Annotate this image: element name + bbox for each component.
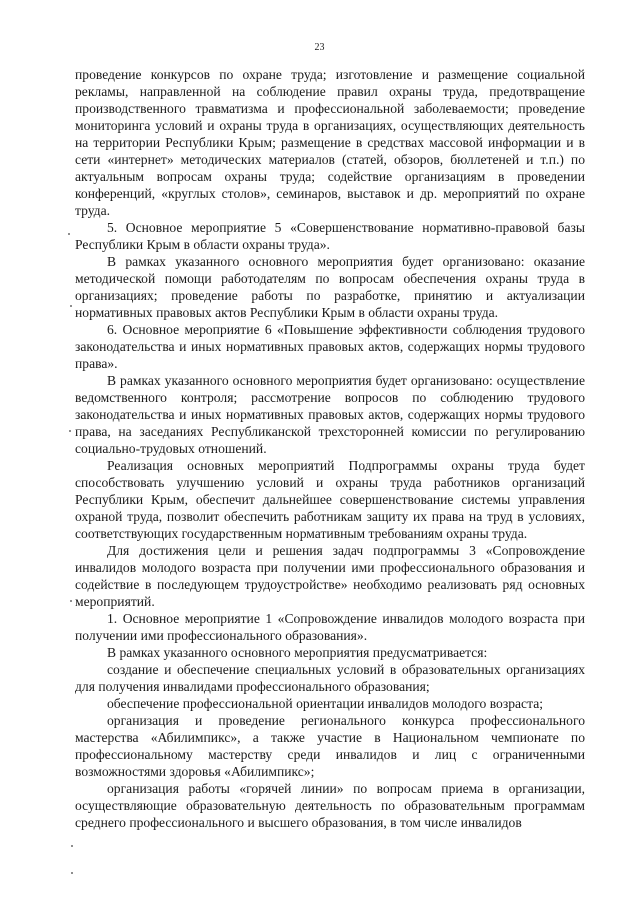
scan-speck [71, 872, 73, 874]
paragraph-9: В рамках указанного основного мероприятия предусматривается: [107, 645, 488, 660]
paragraph-1: проведение конкурсов по охране труда; изготовление и размещение социальной рекламы, направленной на соблюдение правил охраны труда, предотвращение производственного травматизма и профессиональной заболеваемости; проведение мониторинга условий и охраны труда в организациях, осуществляющих деятельность на территории Республики Крым; размещение в средствах массовой информации и в сети «интернет» методических материалов (статей, обзоров, бюллетеней и т.п.) по актуальным вопросам охраны труда; содействие организациям в проведении конференций, «круглых столов», семинаров, выставок и др. мероприятий по охране труда. [75, 67, 585, 218]
paragraph-4: 6. Основное мероприятие 6 «Повышение эффективности соблюдения трудового законодательства и иных нормативных правовых актов, содержащих нормы трудового права». [75, 322, 585, 371]
paragraph-2: 5. Основное мероприятие 5 «Совершенствование нормативно-правовой базы Республики Крым в области охраны труда». [75, 220, 585, 252]
document-body [75, 66, 585, 831]
paragraph-6: Реализация основных мероприятий Подпрограммы охраны труда будет способствовать улучшению условий и охраны труда работников организаций Республики Крым, обеспечит дальнейшее совершенствование системы управления охраной труда, позволит обеспечить работникам защиту их права на труд в условиях, соответствующих государственным нормативным требованиям охраны труда. [75, 458, 585, 541]
scan-speck [68, 233, 70, 235]
scan-speck [70, 600, 72, 602]
paragraph-3: В рамках указанного основного мероприятия будет организовано: оказание методической помощи работодателям по вопросам обеспечения охраны труда в организациях; проведение работы по разработке, принятию и актуализации нормативных правовых актов Республики Крым в области охраны труда. [75, 254, 585, 320]
paragraph-11: обеспечение профессиональной ориентации инвалидов молодого возраста; [107, 696, 544, 711]
paragraph-10: создание и обеспечение специальных условий в образовательных организациях для получения инвалидами профессионального образования; [75, 662, 585, 694]
paragraph-7: Для достижения цели и решения задач подпрограммы 3 «Сопровождение инвалидов молодого возраста при получении ими профессионального образования и содействие в последующем трудоустройстве» необходимо реализовать ряд основных мероприятий. [75, 543, 585, 609]
scan-speck [71, 845, 73, 847]
paragraph-5: В рамках указанного основного мероприятия будет организовано: осуществление ведомственного контроля; рассмотрение вопросов по соблюдению трудового законодательства и иных нормативных правовых актов, содержащих нормы трудового права, на заседаниях Республиканской трехсторонней комиссии по регулированию социально-трудовых отношений. [75, 373, 585, 456]
paragraph-13: организация работы «горячей линии» по вопросам приема в организации, осуществляющие образовательную деятельность по образовательным программам среднего профессионального и высшего образования, в том числе инвалидов [75, 781, 585, 830]
scan-speck [70, 305, 72, 307]
scan-speck [69, 430, 71, 432]
page-number: 23 [314, 42, 325, 53]
paragraph-8: 1. Основное мероприятие 1 «Сопровождение инвалидов молодого возраста при получении ими профессионального образования». [75, 611, 585, 643]
paragraph-12: организация и проведение регионального конкурса профессионального мастерства «Абилимпикс», а также участие в Национальном чемпионате по профессиональному мастерству среди инвалидов и лиц с ограниченными возможностями здоровья «Абилимпикс»; [75, 713, 585, 779]
